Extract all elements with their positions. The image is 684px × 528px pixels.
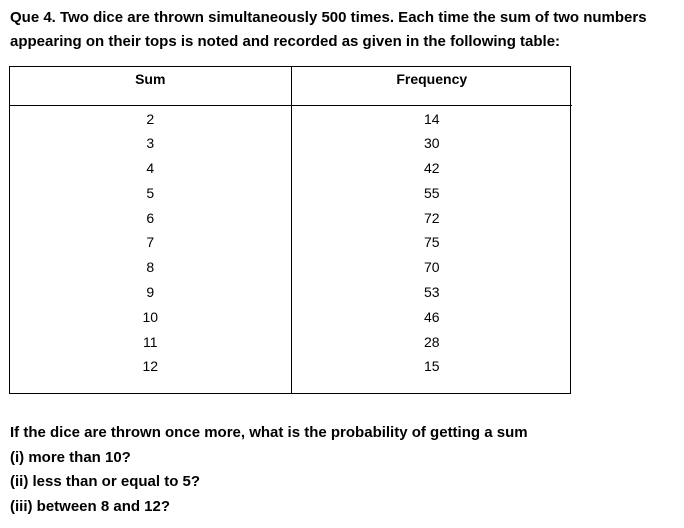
frequency-cell: 72 [423, 209, 440, 226]
frequency-column [291, 105, 572, 393]
sum-cell: 10 [142, 308, 159, 325]
sum-cell: 6 [146, 209, 155, 226]
question-text [10, 6, 680, 54]
frequency-cell: 30 [423, 135, 440, 152]
sum-cell: 11 [142, 333, 158, 350]
frequency-cell: 28 [423, 333, 440, 350]
question-number: Que 4. [10, 9, 56, 26]
question-body: Two dice are thrown simultaneously 500 times. Each time the sum of two numbers appearing on their tops is noted and recorded as given in the following table: [10, 9, 647, 50]
sum-column [10, 105, 291, 393]
table-header-row [10, 67, 572, 105]
sum-cell: 9 [146, 284, 155, 301]
frequency-cell: 14 [423, 110, 440, 127]
sum-cell: 5 [146, 184, 155, 201]
sum-cell: 7 [146, 234, 155, 251]
sum-cell: 3 [146, 135, 155, 152]
table-body-row [10, 105, 572, 393]
frequency-cell: 46 [423, 308, 440, 325]
sum-cell: 4 [146, 160, 155, 177]
frequency-table [9, 66, 571, 394]
frequency-cell: 75 [423, 234, 440, 251]
sum-cell: 12 [142, 358, 159, 375]
followup-part-1: (i) more than 10? [10, 448, 131, 466]
sum-cell: 2 [146, 110, 155, 127]
frequency-cell: 42 [423, 160, 440, 177]
frequency-cell: 70 [423, 259, 440, 276]
frequency-cell: 15 [423, 358, 440, 375]
frequency-cell: 53 [423, 284, 440, 301]
frequency-cell: 55 [423, 184, 440, 201]
followup-part-2: (ii) less than or equal to 5? [10, 473, 201, 490]
followup-question [10, 421, 670, 519]
sum-cell: 8 [146, 259, 155, 276]
followup-part-3: (iii) between 8 and 12? [10, 497, 171, 515]
header-frequency: Frequency [291, 67, 572, 105]
followup-intro: If the dice are thrown once more, what is the probability of getting a sum [10, 424, 528, 441]
header-sum: Sum [10, 67, 291, 105]
